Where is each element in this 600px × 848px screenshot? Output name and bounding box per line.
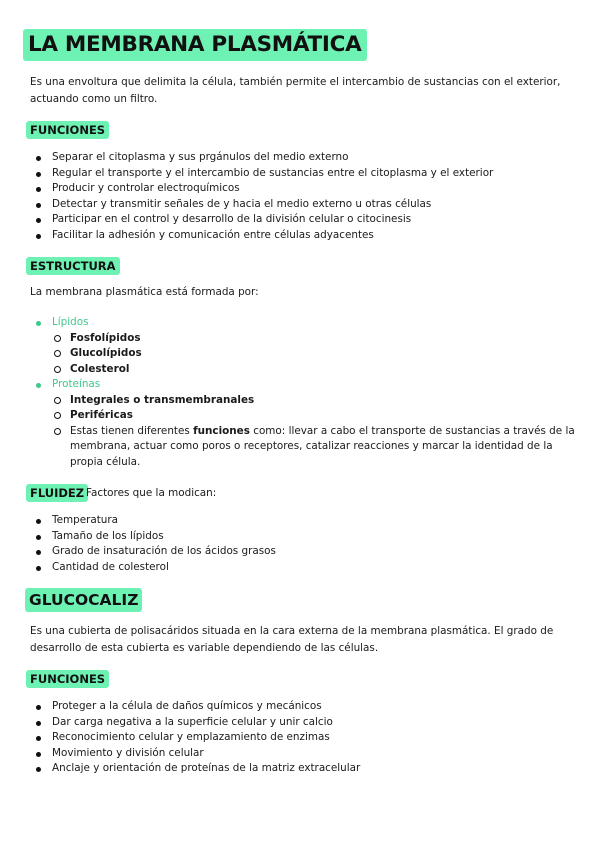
list-item: Dar carga negativa a la superficie celular y unir calcio: [30, 715, 360, 731]
sublist-item: Colesterol: [52, 362, 575, 378]
sublist-item: Periféricas: [52, 408, 575, 424]
funciones-heading: FUNCIONES: [26, 121, 109, 139]
fluidez-list: [30, 513, 276, 575]
list-item: Facilitar la adhesión y comunicación entre células adyacentes: [30, 228, 493, 244]
estructura-list: [30, 315, 575, 470]
proteinas-note: Estas tienen diferentes funciones como: llevar a cabo el transporte de sustancias a través de la membrana, actuar como poros o receptores, catalizar reacciones y marcar la identidad de la propia célula.: [52, 424, 575, 471]
fluidez-subtitle: Factores que la modican:: [86, 487, 217, 499]
lipidos-item: [30, 315, 575, 377]
glucocaliz-funciones-heading: FUNCIONES: [26, 670, 109, 688]
list-item: Separar el citoplasma y sus prgánulos del medio externo: [30, 150, 493, 166]
lipidos-label: Lípidos: [52, 316, 89, 328]
page-title: LA MEMBRANA PLASMÁTICA: [23, 29, 367, 61]
proteinas-label: Proteínas: [52, 378, 101, 390]
list-item: Producir y controlar electroquímicos: [30, 181, 493, 197]
list-item: Participar en el control y desarrollo de la división celular o citocinesis: [30, 212, 493, 228]
list-item: Movimiento y división celular: [30, 746, 360, 762]
list-item: Tamaño de los lípidos: [30, 529, 276, 545]
sublist-item: Fosfolípidos: [52, 331, 575, 347]
funciones-list: [30, 150, 493, 243]
proteinas-item: [30, 377, 575, 470]
list-item: Temperatura: [30, 513, 276, 529]
sublist-item: Integrales o transmembranales: [52, 393, 575, 409]
proteinas-sublist: [52, 393, 575, 471]
list-item: Regular el transporte y el intercambio de sustancias entre el citoplasma y el exterior: [30, 166, 493, 182]
lipidos-sublist: [52, 331, 575, 378]
list-item: Grado de insaturación de los ácidos grasos: [30, 544, 276, 560]
list-item: Detectar y transmitir señales de y hacia el medio externo u otras células: [30, 197, 493, 213]
list-item: Proteger a la célula de daños químicos y mecánicos: [30, 699, 360, 715]
fluidez-heading: FLUIDEZ: [26, 484, 88, 502]
intro-paragraph: Es una envoltura que delimita la célula, también permite el intercambio de sustancias con el exterior, actuando como un filtro.: [30, 76, 561, 105]
list-item: Cantidad de colesterol: [30, 560, 276, 576]
estructura-intro: La membrana plasmática está formada por:: [30, 286, 259, 298]
glucocaliz-funciones-list: [30, 699, 360, 777]
list-item: Reconocimiento celular y emplazamiento de enzimas: [30, 730, 360, 746]
list-item: Anclaje y orientación de proteínas de la matriz extracelular: [30, 761, 360, 777]
glucocaliz-intro: Es una cubierta de polisacáridos situada en la cara externa de la membrana plasmática. El grado de desarrollo de esta cubierta es variable dependiendo de las células.: [30, 625, 554, 654]
glucocaliz-heading: GLUCOCALIZ: [25, 588, 142, 612]
sublist-item: Glucolípidos: [52, 346, 575, 362]
estructura-heading: ESTRUCTURA: [26, 257, 120, 275]
